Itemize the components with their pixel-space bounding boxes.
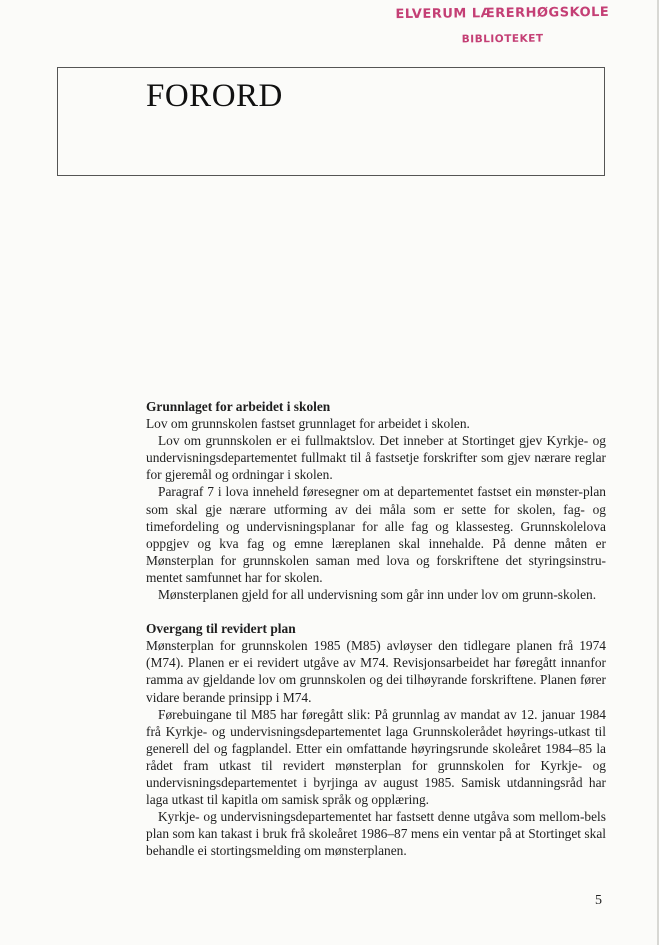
paragraph: Mønsterplanen gjeld for all undervisning som går inn under lov om grunn-skolen. xyxy=(158,587,597,603)
section-overgang xyxy=(146,620,606,859)
paragraph: Lov om grunnskolen fastset grunnlaget for arbeidet i skolen. xyxy=(146,416,470,432)
page-number: 5 xyxy=(595,893,602,908)
stamp-institution: ELVERUM LÆRERHØGSKOLE xyxy=(395,4,610,23)
paragraph: Mønsterplan for grunnskolen 1985 (M85) avløyser den tidlegare planen frå 1974 (M74). Planen er ei revidert utgåve av M74. Revisjonsarbeidet har føregått innanfor ramma av gjeldande lov om grunnskolen og dei tilhøyrande forskriftene. Planen fører vidare berande prinsipp i M74. xyxy=(146,638,606,705)
paragraph: Førebuingane til M85 har føregått slik: På grunnlag av mandat av 12. januar 1984 frå Kyrkje- og undervisningsdepartementet laga Grunnskolerådet høyrings-utkast til generell del og fagplandel. Etter ein omfattande høyringsrunde skoleåret 1984–85 la rådet fram utkast til revidert mønsterplan for grunnskolen for Kyrkje- og undervisningsdepartementet i byrjinga av august 1985. Samisk utdanningsråd har laga utkast til kapitla om samisk språk og opplæring. xyxy=(146,706,606,808)
paragraph: Lov om grunnskolen er ei fullmaktslov. Det inneber at Stortinget gjev Kyrkje- og undervisningsdepartementet fullmakt til å fastsetje forskrifter som gjev nærare reglar for gjeremål og ordningar i skolen. xyxy=(146,433,606,483)
stamp-library: BIBLIOTEKET xyxy=(461,32,544,46)
page-title: FORORD xyxy=(146,78,283,114)
document-body xyxy=(146,398,606,859)
paragraph: Paragraf 7 i lova inneheld føresegner om at departementet fastset ein mønster-plan som skal gje nærare utforming av dei måla som er sette for skolen, fag- og timefordeling og undervisningsplanar for alle fag og klassesteg. Grunnskolelova oppgjev og kva fag og emne læreplanen skal innehalde. På denne måten er Mønsterplan for grunnskolen saman med lova og forskriftene det styringsinstru-mentet samfunnet har for skolen. xyxy=(146,484,606,585)
title-box xyxy=(57,67,605,176)
paragraph: Kyrkje- og undervisningsdepartementet har fastsett denne utgåva som mellom-bels plan som kan takast i bruk frå skoleåret 1986–87 mens ein ventar på at Stortinget skal behandle ei stortingsmelding om mønsterplanen. xyxy=(146,809,606,859)
section-grunnlaget xyxy=(146,398,606,603)
section-heading: Grunnlaget for arbeidet i skolen xyxy=(146,399,331,414)
section-heading: Overgang til revidert plan xyxy=(146,621,296,637)
library-stamp xyxy=(380,5,625,48)
